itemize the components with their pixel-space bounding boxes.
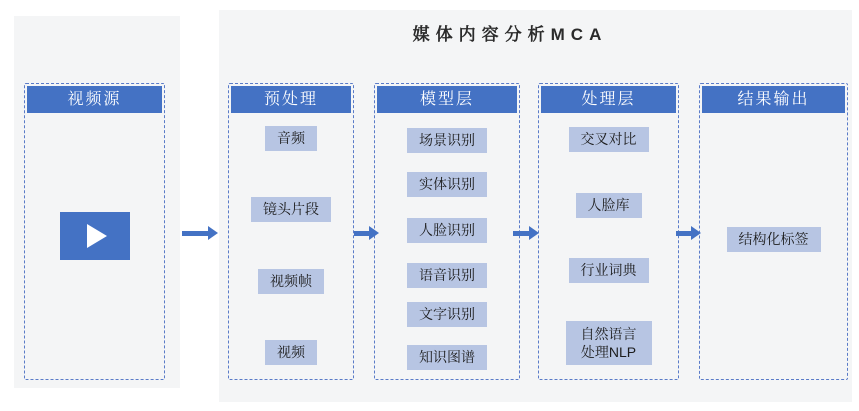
item-entity-recognition: 实体识别 [407,172,487,197]
item-text-recognition: 文字识别 [407,302,487,327]
arrow-shaft [676,231,691,236]
column-result-output [699,83,848,380]
item-nlp: 自然语言处理NLP [566,321,652,365]
column-video-source-header: 视频源 [27,86,162,113]
column-processing-layer-header: 处理层 [541,86,676,113]
column-video-source [24,83,165,380]
item-shot-segment: 镜头片段 [251,197,331,222]
item-speech-recognition: 语音识别 [407,263,487,288]
arrow-head [208,226,218,240]
column-result-output-header: 结果输出 [702,86,845,113]
column-processing-layer [538,83,679,380]
item-face-database: 人脸库 [576,193,642,218]
column-model-layer [374,83,520,380]
column-preprocessing-header: 预处理 [231,86,351,113]
arrow-right-icon [513,225,539,241]
item-industry-dictionary: 行业词典 [569,258,649,283]
column-preprocessing [228,83,354,380]
item-face-recognition: 人脸识别 [407,218,487,243]
arrow-shaft [182,231,208,236]
play-triangle-icon [87,224,107,248]
play-icon [60,212,130,260]
arrow-head [691,226,701,240]
item-knowledge-graph: 知识图谱 [407,345,487,370]
item-video: 视频 [265,340,317,365]
arrow-right-icon [182,225,218,241]
arrow-head [369,226,379,240]
arrow-shaft [513,231,529,236]
column-model-layer-header: 模型层 [377,86,517,113]
diagram-title: 媒体内容分析MCA [412,25,608,44]
arrow-right-icon [354,225,379,241]
item-audio: 音频 [265,126,317,151]
arrow-shaft [354,231,369,236]
item-video-frame: 视频帧 [258,269,324,294]
item-scene-recognition: 场景识别 [407,128,487,153]
arrow-right-icon [676,225,701,241]
item-cross-compare: 交叉对比 [569,127,649,152]
arrow-head [529,226,539,240]
item-structured-tags: 结构化标签 [727,227,821,252]
